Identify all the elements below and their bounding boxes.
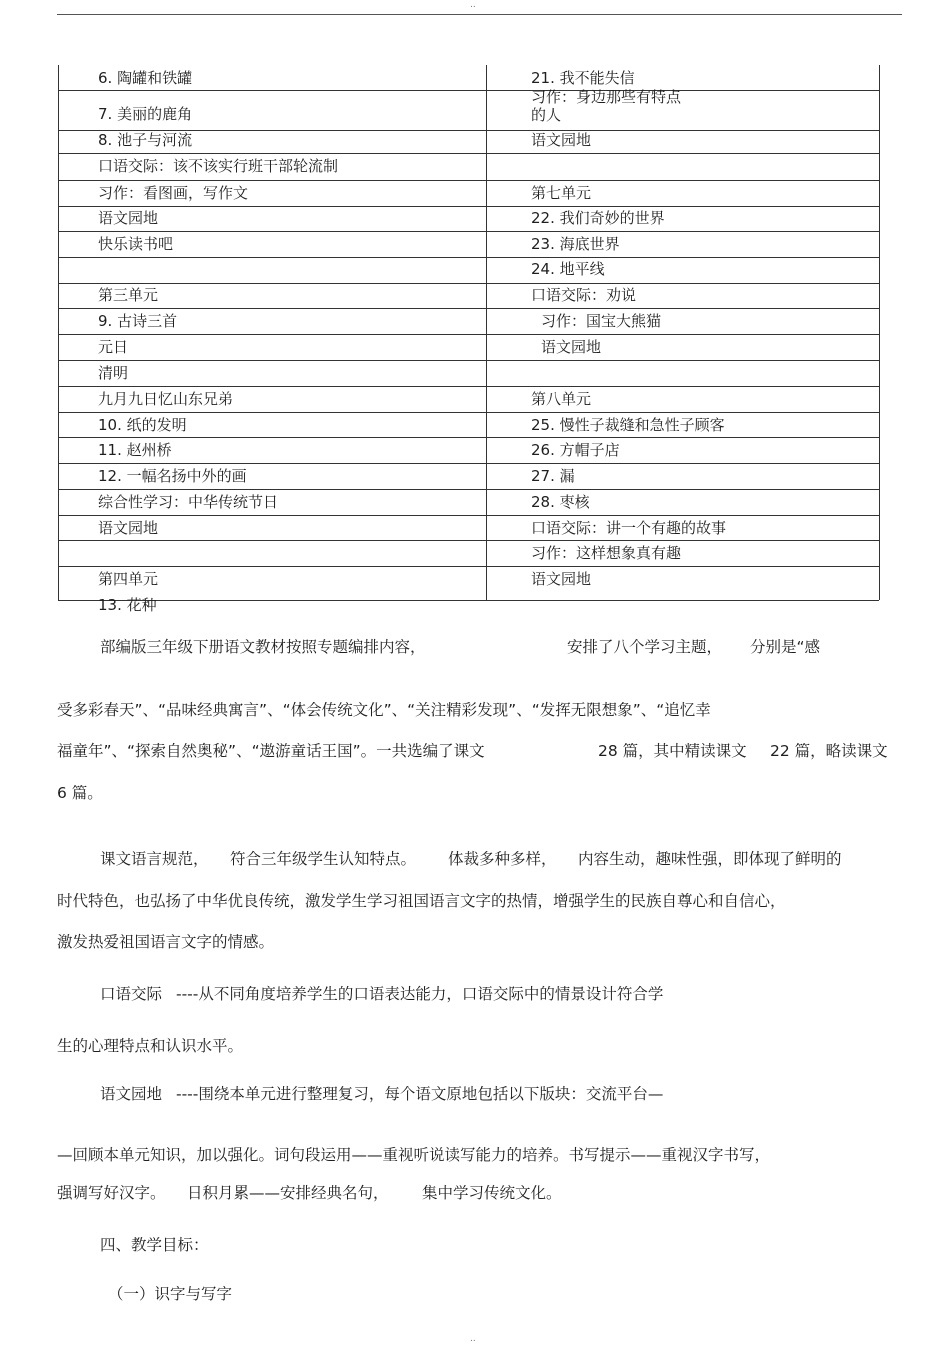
paragraph-text: 部编版三年级下册语文教材按照专题编排内容，: [100, 638, 426, 656]
paragraph-text: 课文语言规范，: [100, 850, 209, 868]
paragraph-text: 生的心理特点和认识水平。: [57, 1037, 244, 1055]
table-cell-left: 7. 美丽的鹿角: [98, 105, 193, 123]
header-dots: ..: [470, 0, 476, 10]
table-cell-left: 语文园地: [98, 519, 159, 537]
table-cell-right: 26. 方帽子店: [531, 441, 620, 459]
table-row-rule: [58, 283, 879, 284]
table-cell-right: 语文园地: [531, 570, 592, 588]
header-rule: [57, 14, 902, 15]
table-cell-right: 22. 我们奇妙的世界: [531, 209, 665, 227]
table-cell-left: 习作：看图画，写作文: [98, 184, 249, 202]
paragraph-text: —回顾本单元知识，加以强化。词句段运用——重视听说读写能力的培养。书写提示——重视汉字书写，: [57, 1146, 771, 1164]
table-cell-right: 24. 地平线: [531, 260, 605, 278]
table-cell-right: 语文园地: [531, 131, 592, 149]
paragraph-text: 福童年”、“探索自然奥秘”、“遨游童话王国”。一共选编了课文: [57, 742, 485, 760]
paragraph-text: 分别是“感: [750, 638, 821, 656]
paragraph-text: 内容生动，趣味性强，即体现了鲜明的: [578, 850, 842, 868]
table-cell-left: 第三单元: [98, 286, 159, 304]
table-cell-left: 12. 一幅名扬中外的画: [98, 467, 247, 485]
paragraph-text: 22 篇，略读课文: [770, 742, 888, 760]
table-cell-left: 清明: [98, 364, 129, 382]
paragraph-text: 受多彩春天”、“品味经典寓言”、“体会传统文化”、“关注精彩发现”、“发挥无限想象”、“追忆幸: [57, 701, 711, 719]
paragraph-text: 时代特色，也弘扬了中华优良传统，激发学生学习祖国语言文字的热情，增强学生的民族自尊心和自信心，: [57, 892, 786, 910]
table-row-rule: [58, 153, 879, 154]
table-cell-right: 习作：这样想象真有趣: [531, 544, 682, 562]
table-row-rule: [58, 463, 879, 464]
table-row-rule: [58, 437, 879, 438]
table-row-rule: [58, 566, 879, 567]
paragraph-text: ----围绕本单元进行整理复习，每个语文原地包括以下版块：交流平台—: [176, 1085, 664, 1103]
table-row-rule: [58, 360, 879, 361]
table-row-rule: [58, 308, 879, 309]
table-cell-right: 25. 慢性子裁缝和急性子顾客: [531, 416, 725, 434]
table-cell-right: 27. 漏: [531, 467, 575, 485]
table-row-rule: [58, 90, 879, 91]
table-row-rule: [58, 257, 879, 258]
paragraph-text: 集中学习传统文化。: [422, 1184, 562, 1202]
table-cell-left: 第四单元: [98, 570, 159, 588]
table-cell-left: 快乐读书吧: [98, 235, 174, 253]
table-row-rule: [58, 489, 879, 490]
table-row-rule: [58, 540, 879, 541]
table-cell-right: 21. 我不能失信: [531, 69, 635, 87]
table-row-rule: [58, 515, 879, 516]
table-cell-right: 口语交际：讲一个有趣的故事: [531, 519, 727, 537]
table-cell-left: 13. 花种: [98, 596, 157, 614]
table-column-rule: [879, 65, 880, 600]
table-row-rule: [58, 334, 879, 335]
paragraph-text: 符合三年级学生认知特点。: [230, 850, 417, 868]
table-cell-left: 9. 古诗三首: [98, 312, 178, 330]
paragraph-text: 口语交际: [100, 985, 163, 1003]
paragraph-text: 28 篇，其中精读课文: [598, 742, 747, 760]
table-cell-left: 元日: [98, 338, 129, 356]
table-cell-left: 6. 陶罐和铁罐: [98, 69, 193, 87]
table-cell-left: 8. 池子与河流: [98, 131, 193, 149]
table-column-rule: [58, 65, 59, 600]
table-row-rule: [58, 231, 879, 232]
table-cell-left: 综合性学习：中华传统节日: [98, 493, 279, 511]
table-cell-left: 11. 赵州桥: [98, 441, 172, 459]
table-cell-left: 10. 纸的发明: [98, 416, 187, 434]
paragraph-text: 日积月累——安排经典名句，: [187, 1184, 389, 1202]
table-cell-left: 语文园地: [98, 209, 159, 227]
table-cell-right: 第八单元: [531, 390, 592, 408]
paragraph-text: 安排了八个学习主题，: [567, 638, 723, 656]
paragraph-text: 激发热爱祖国语言文字的情感。: [57, 933, 275, 951]
paragraph-text: 6 篇。: [57, 784, 103, 802]
table-column-rule: [486, 65, 487, 600]
table-cell-right: 的人: [531, 106, 562, 124]
footer-dots: ..: [470, 1334, 476, 1344]
paragraph-text: 强调写好汉字。: [57, 1184, 166, 1202]
paragraph-text: 体裁多种多样，: [448, 850, 557, 868]
table-row-rule: [58, 412, 879, 413]
paragraph-text: 语文园地: [100, 1085, 163, 1103]
table-cell-right: 23. 海底世界: [531, 235, 620, 253]
table-cell-left: 口语交际：该不该实行班干部轮流制: [98, 157, 339, 175]
paragraph-text: ----从不同角度培养学生的口语表达能力，口语交际中的情景设计符合学: [176, 985, 664, 1003]
paragraph-text: （一）识字与写字: [108, 1285, 233, 1303]
table-cell-left: 九月九日忆山东兄弟: [98, 390, 234, 408]
table-row-rule: [58, 206, 879, 207]
paragraph-text: 四、教学目标：: [100, 1236, 209, 1254]
table-cell-right: 习作：国宝大熊猫: [541, 312, 662, 330]
table-cell-right: 第七单元: [531, 184, 592, 202]
table-cell-right: 28. 枣核: [531, 493, 590, 511]
table-row-rule: [58, 600, 879, 601]
table-row-rule: [58, 386, 879, 387]
table-cell-right: 口语交际：劝说: [531, 286, 637, 304]
table-cell-right: 习作：身边那些有特点: [531, 88, 682, 106]
table-row-rule: [58, 180, 879, 181]
table-cell-right: 语文园地: [541, 338, 602, 356]
